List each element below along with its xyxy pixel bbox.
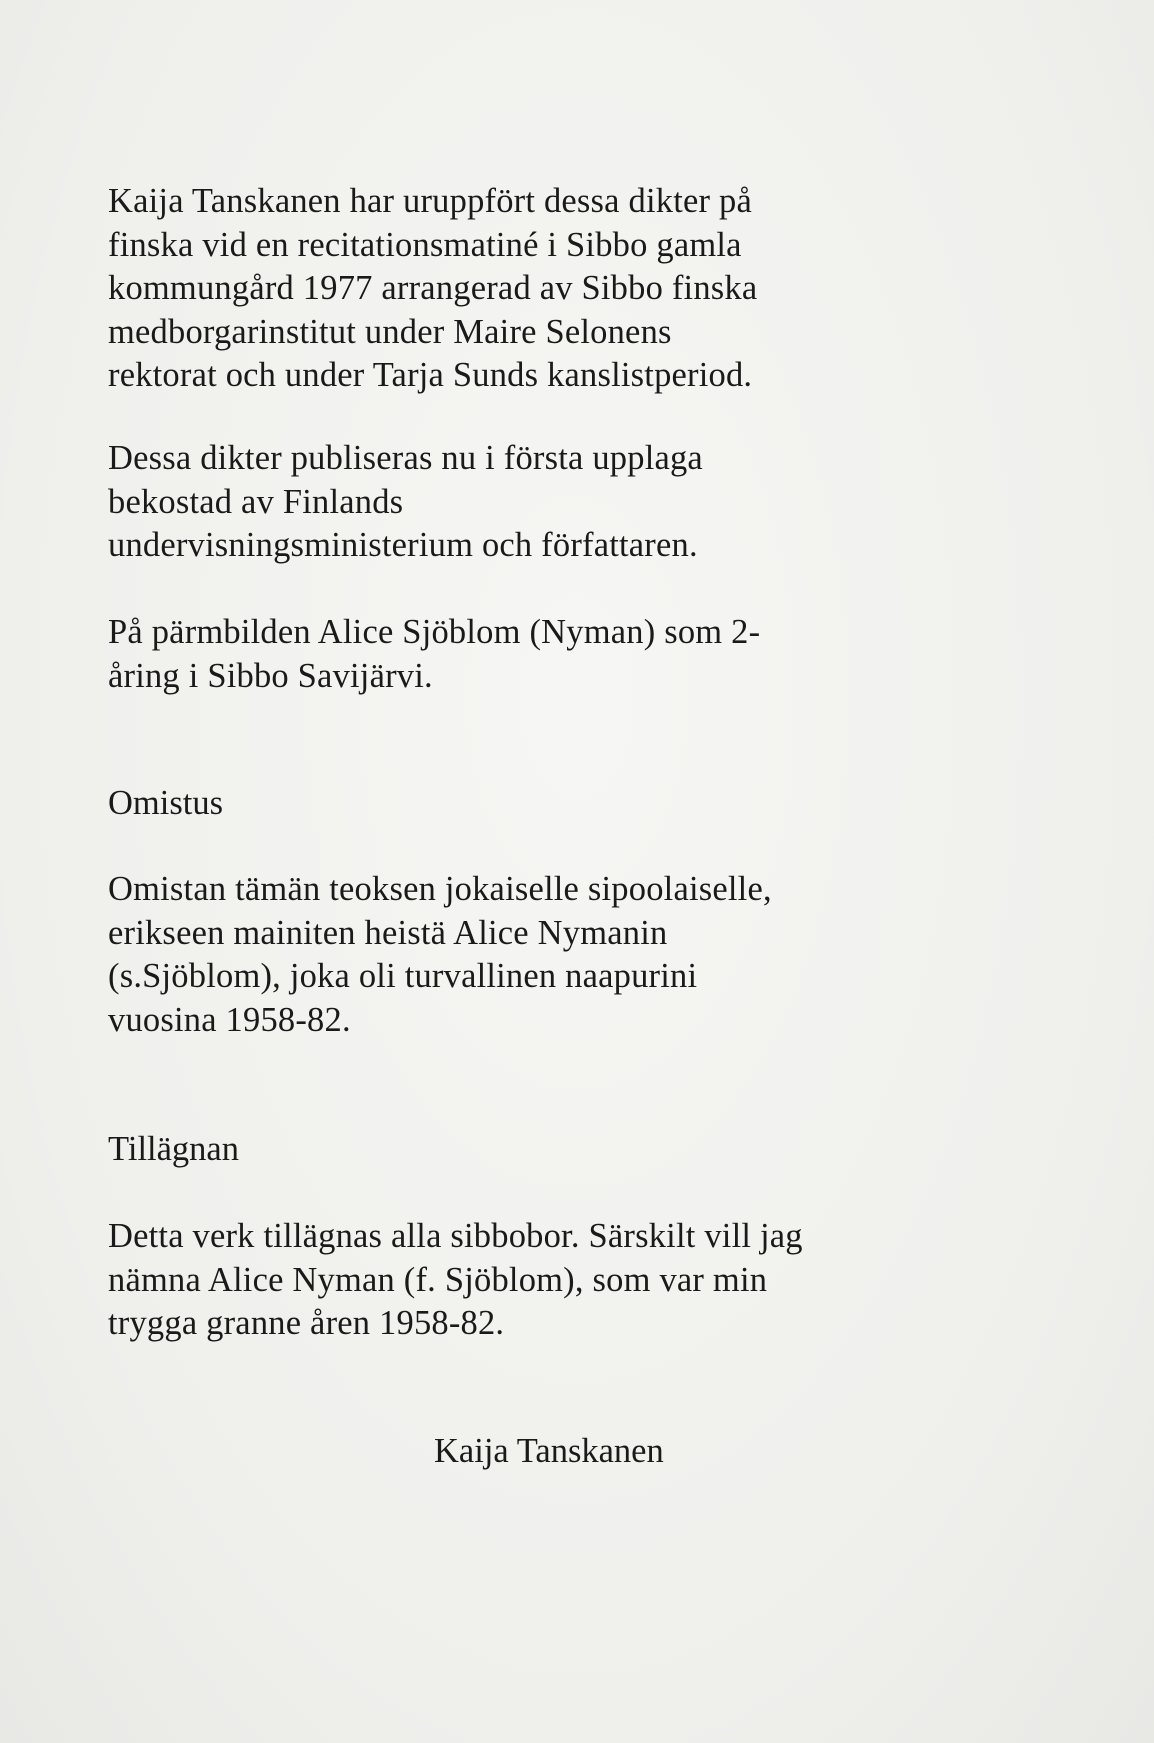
heading-tillagnan: Tillägnan [108, 1130, 239, 1168]
text-line: medborgarinstitut under Maire Selonens [108, 312, 672, 351]
text-line: Dessa dikter publiseras nu i första upplaga [108, 439, 703, 477]
text-line: På pärmbilden Alice Sjöblom (Nyman) som 2- [108, 613, 761, 651]
paragraph-cover [108, 611, 1008, 698]
text-line: bekostad av Finlands [108, 482, 404, 521]
author-signature: Kaija Tanskanen [434, 1432, 664, 1470]
text-line: kommungård 1977 arrangerad av Sibbo finska [108, 269, 758, 307]
text-line: Kaija Tanskanen har uruppfört dessa dikter på [108, 182, 752, 220]
text-line: erikseen mainiten heistä Alice Nymanin [108, 913, 668, 952]
text-line: (s.Sjöblom), joka oli turvallinen naapurini [108, 957, 698, 995]
text-line: rektorat och under Tarja Sunds kanslistperiod. [108, 356, 753, 394]
paragraph-performance [108, 180, 1008, 398]
heading-omistus: Omistus [108, 784, 224, 822]
text-line: finska vid en recitationsmatiné i Sibbo gamla [108, 225, 742, 264]
text-line: undervisningsministerium och författaren. [108, 526, 698, 564]
text-line: trygga granne åren 1958-82. [108, 1304, 505, 1342]
paragraph-dedication-sv [108, 1215, 1008, 1346]
text-line: Omistan tämän teoksen jokaiselle sipoolaiselle, [108, 870, 772, 908]
text-line: vuosina 1958-82. [108, 1000, 351, 1039]
paragraph-dedication-fi [108, 868, 1008, 1042]
text-line: Detta verk tillägnas alla sibbobor. Särskilt vill jag [108, 1217, 803, 1255]
paragraph-publication [108, 437, 1008, 568]
text-line: nämna Alice Nyman (f. Sjöblom), som var min [108, 1260, 768, 1299]
text-line: åring i Sibbo Savijärvi. [108, 656, 433, 695]
